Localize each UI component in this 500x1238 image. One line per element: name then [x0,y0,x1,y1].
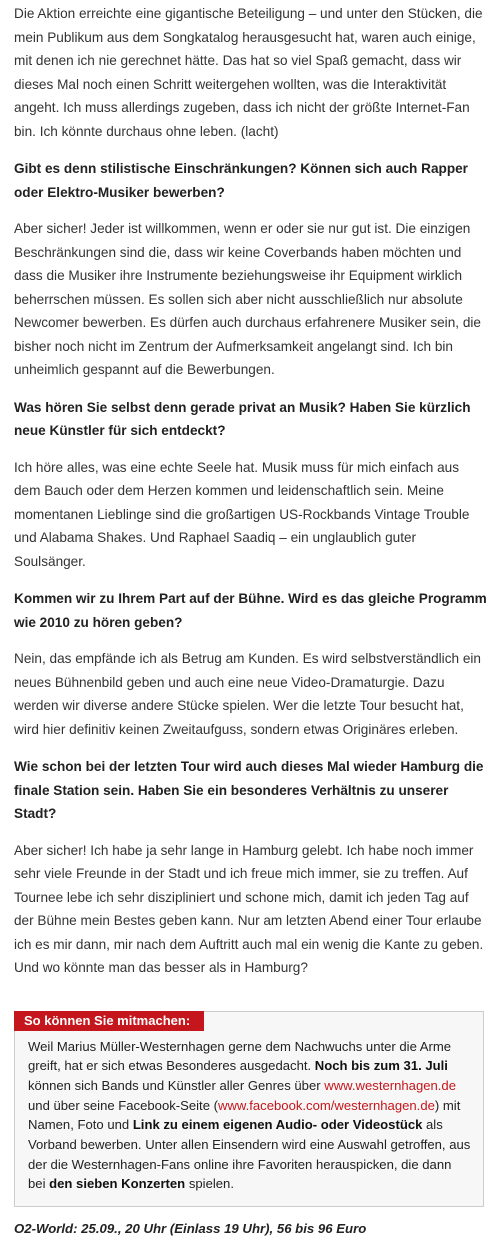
deadline-highlight: Noch bis zum 31. Juli [314,1058,448,1074]
westernhagen-website-link[interactable]: www.westernhagen.de [324,1077,456,1093]
infobox-text-1: Weil Marius Müller-Westernhagen gerne dem Nachwuchs unter die Arme greift, hat er sich etwas Besonderes ausgedacht. [28,1038,452,1074]
answer-4: Aber sicher! Ich habe ja sehr lange in Hamburg gelebt. Ich habe noch immer sehr viele Freunde in der Stadt und ich freue mich immer, sie zu treffen. Auf Tournee lebe ich sehr diszipliniert und schone mich, damit ich jeden Tag auf der Bühne mein Bestes geben kann. Nur am letzten Abend einer Tour erlaube ich es mir dann, mir nach dem Auftritt auch mal ein wenig die Kante zu geben. Und wo könnte man das besser als in Hamburg? [14,842,484,975]
answer-1: Aber sicher! Jeder ist willkommen, wenn er oder sie nur gut ist. Die einzigen Beschränkungen sind die, dass wir keine Coverbands haben möchten und dass die Musiker ihre Instrumente beziehungsweise ihr Equipment wirklich beherrschen müssen. Es sollen sich aber nicht ausschließlich nur absolute Newcomer bewerben. Es dürfen auch durchaus erfahrenere Musiker sein, die bisher noch nicht im Zentrum der Aufmerksamkeit angelangt sind. Ich bin unheimlich gespannt auf die Bewerbungen. [14,221,481,377]
event-info: O2-World: 25.09., 20 Uhr (Einlass 19 Uhr), 56 bis 96 Euro [14,1221,367,1237]
facebook-page-link[interactable]: www.facebook.com/westernhagen.de [217,1097,435,1113]
infobox-text-3: und über seine Facebook-Seite ( [28,1097,218,1113]
infobox-body [15,1031,483,1207]
media-link-highlight: Link zu einem eigenen Audio- oder Videostück [132,1117,423,1133]
concerts-highlight: den sieben Konzerten [49,1176,186,1192]
question-2: Was hören Sie selbst denn gerade privat an Musik? Haben Sie kürzlich neue Künstler für sich entdeckt? [14,399,471,438]
infobox-text-5: als Vorband bewerben. Unter allen Einsendern wird eine Auswahl getroffen, aus der die Westernhagen-Fans online ihre Favoriten herauspicken, die dann bei [28,1117,471,1192]
question-3: Kommen wir zu Ihrem Part auf der Bühne. Wird es das gleiche Programm wie 2010 zu hören geben? [14,591,487,630]
question-4: Wie schon bei der letzten Tour wird auch dieses Mal wieder Hamburg die finale Station sein. Haben Sie ein besonderes Verhältnis zu unserer Stadt? [14,759,484,821]
infobox-title: So können Sie mitmachen: [14,1011,204,1031]
infobox-text [28,1037,471,1195]
infobox-text-6: spielen. [185,1176,234,1192]
answer-3: Nein, das empfände ich als Betrug am Kunden. Es wird selbstverständlich ein neues Bühnenbild geben und auch eine neue Video-Dramaturgie. Dazu werden wir diverse andere Stücke spielen. Wer die letzte Tour besucht hat, wird hier definitiv keinen Zweitaufguss, sondern etwas Originäres erleben. [14,651,481,737]
question-1: Gibt es denn stilistische Einschränkungen? Können sich auch Rapper oder Elektro-Musiker bewerben? [14,161,468,200]
participation-infobox [14,1011,484,1208]
paragraph-intro: Die Aktion erreichte eine gigantische Beteiligung – und unter den Stücken, die mein Publikum aus dem Songkatalog herausgesucht hat, waren auch einige, mit denen ich nie gerechnet hätte. Das hat so viel Spaß gemacht, dass wir dieses Mal noch einen Schritt weitergehen wollten, was die Interaktivität angeht. Ich muss allerdings zugeben, dass ich nicht der größte Internet-Fan bin. Ich könnte durchaus ohne leben. (lacht) [14,6,483,139]
article [0,2,500,1238]
infobox-text-4: ) mit Namen, Foto und [28,1097,461,1133]
answer-2: Ich höre alles, was eine echte Seele hat. Musik muss für mich einfach aus dem Bauch oder dem Herzen kommen und leidenschaftlich sein. Meine momentanen Lieblinge sind die großartigen US-Rockbands Vintage Trouble und Alabama Shakes. Und Raphael Saadiq – ein unglaublich guter Soulsänger. [14,459,470,569]
infobox-text-2: können sich Bands und Künstler aller Genres über [28,1077,325,1093]
